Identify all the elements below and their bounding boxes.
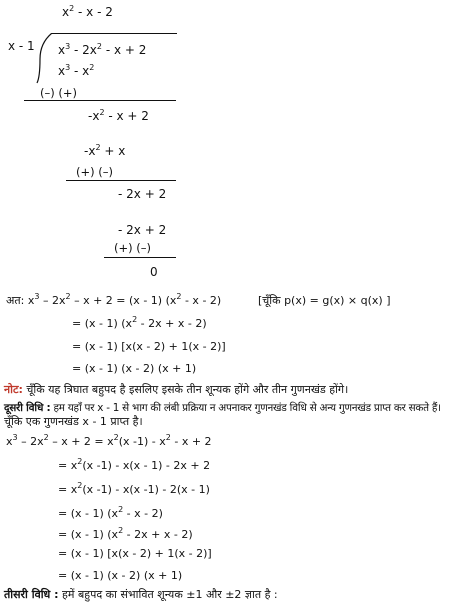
division-bracket xyxy=(36,33,54,85)
step1-subtract: $x^3 - x^2$ xyxy=(58,63,95,78)
dividend: $x^3 - 2x^2 - x + 2$ xyxy=(58,42,147,57)
method2-step-1: $x^3 - 2x^2 - x + 2 = x^2(x$ $-1) - x^2 - x + 2$ xyxy=(6,433,212,448)
step3-line xyxy=(104,257,176,258)
divisor: x - 1 xyxy=(8,39,35,53)
conclusion-line-3: = (x - 1) [x(x - 2) + 1(x - 2)] xyxy=(72,340,226,353)
step3-signs: (+) (–) xyxy=(114,241,151,255)
method2-step-6: = (x - 1) [x(x - 2) + 1(x - 2)] xyxy=(58,547,212,560)
method2-step-2: = $x^2(x$ -1) - x(x - 1) - 2x + 2 xyxy=(58,457,211,472)
step1-line xyxy=(24,100,176,101)
method2-step-3: = $x^2(x$ -1) - x(x -1) - 2(x - 1) xyxy=(58,481,210,496)
final-remainder: 0 xyxy=(150,265,158,279)
conclusion-line-2: = (x - 1) $(x^2 - 2x + x - 2)$ xyxy=(72,315,207,330)
method2-step-7: = (x - 1) (x - 2) (x + 1) xyxy=(58,569,183,582)
method2-known-factor: चूँकि एक गुणनखंड x - 1 प्राप्त है। xyxy=(4,415,143,428)
step2-line xyxy=(66,180,176,181)
method2-intro: दूसरी विधि : हम यहाँ पर x - 1 से भाग की लंबी प्रक्रिया न अपनाकर गुणनखंड विधि से अन्य गुणनखंड प्राप्त कर सकते हैं। xyxy=(4,402,441,414)
division-bar xyxy=(52,33,177,34)
step3-subtract: - 2x + 2 xyxy=(118,223,167,237)
step1-remainder: $-x^2 - x + 2$ xyxy=(88,108,149,123)
conclusion-note: [चूँकि p(x) = g(x) × q(x) ] xyxy=(258,294,391,307)
method2-step-5: = (x - 1) $(x^2 - 2x + x - 2)$ xyxy=(58,526,193,541)
step2-remainder: - 2x + 2 xyxy=(118,187,167,201)
method2-step-4: = (x - 1) ($x^2$ - x - 2) xyxy=(58,505,163,520)
quotient: $x^2$ - x - 2 xyxy=(62,4,113,19)
note-paragraph: नोट: चूँकि यह त्रिघात बहुपद है इसलिए इसके तीन शून्यक होंगे और तीन गुणनखंड होंगे। xyxy=(4,383,349,396)
conclusion-line-1: अत: $x^3 - 2x^2 - x + 2 = (x - 1)$ ($x^2$ - x - 2) xyxy=(6,292,222,307)
step2-subtract: $-x^2 + x$ xyxy=(84,143,126,158)
step2-signs: (+) (–) xyxy=(76,165,113,179)
method3-intro: तीसरी विधि : हमें बहुपद का संभावित शून्यक ±1 और ±2 ज्ञात है : xyxy=(4,588,278,601)
conclusion-line-4: = (x - 1) (x - 2) (x + 1) xyxy=(72,362,197,375)
step1-signs: (–) (+) xyxy=(40,86,77,100)
